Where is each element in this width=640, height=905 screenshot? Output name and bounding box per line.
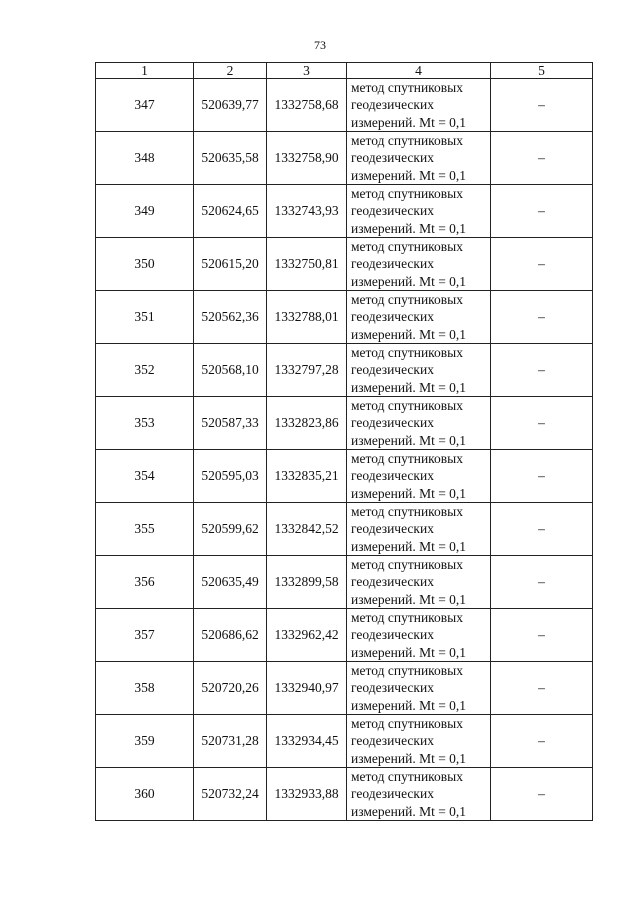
point-number-cell: 351	[96, 291, 194, 344]
point-number-cell: 358	[96, 662, 194, 715]
method-text-line: геодезических	[351, 415, 434, 431]
method-text-line: геодезических	[351, 203, 434, 219]
method-text-line: измерений. Mt = 0,1	[351, 644, 467, 660]
method-cell	[347, 79, 491, 132]
note-cell: –	[491, 344, 593, 397]
column-header-4: 4	[347, 63, 491, 79]
note-cell: –	[491, 556, 593, 609]
method-text-line: измерений. Mt = 0,1	[351, 379, 467, 395]
method-text-line: геодезических	[351, 733, 434, 749]
method-text-line: геодезических	[351, 362, 434, 378]
method-text-line: измерений. Mt = 0,1	[351, 114, 467, 130]
x-coordinate-cell: 520595,03	[194, 450, 267, 503]
method-text-line: геодезических	[351, 256, 434, 272]
note-cell: –	[491, 238, 593, 291]
method-text-line: геодезических	[351, 521, 434, 537]
method-cell	[347, 609, 491, 662]
table-row	[96, 503, 593, 556]
method-cell	[347, 344, 491, 397]
column-header-3: 3	[267, 63, 347, 79]
method-text-line: геодезических	[351, 97, 434, 113]
y-coordinate-cell: 1332758,68	[267, 79, 347, 132]
point-number-cell: 359	[96, 715, 194, 768]
x-coordinate-cell: 520568,10	[194, 344, 267, 397]
table-row	[96, 79, 593, 132]
method-text-line: геодезических	[351, 309, 434, 325]
method-cell	[347, 291, 491, 344]
table-row	[96, 132, 593, 185]
table-row	[96, 662, 593, 715]
note-cell: –	[491, 662, 593, 715]
method-text-line: измерений. Mt = 0,1	[351, 167, 467, 183]
table-row	[96, 185, 593, 238]
y-coordinate-cell: 1332743,93	[267, 185, 347, 238]
method-text-line: метод спутниковых	[351, 663, 463, 679]
note-cell: –	[491, 79, 593, 132]
note-cell: –	[491, 609, 593, 662]
note-cell: –	[491, 185, 593, 238]
point-number-cell: 355	[96, 503, 194, 556]
point-number-cell: 347	[96, 79, 194, 132]
column-header-5: 5	[491, 63, 593, 79]
x-coordinate-cell: 520635,58	[194, 132, 267, 185]
method-text-line: метод спутниковых	[351, 504, 463, 520]
method-text-line: метод спутниковых	[351, 133, 463, 149]
note-cell: –	[491, 450, 593, 503]
method-text-line: метод спутниковых	[351, 557, 463, 573]
table-row	[96, 238, 593, 291]
x-coordinate-cell: 520686,62	[194, 609, 267, 662]
table-row	[96, 291, 593, 344]
method-text-line: метод спутниковых	[351, 80, 463, 96]
table-header-row	[96, 63, 593, 79]
point-number-cell: 350	[96, 238, 194, 291]
method-text-line: измерений. Mt = 0,1	[351, 803, 467, 819]
note-cell: –	[491, 715, 593, 768]
point-number-cell: 349	[96, 185, 194, 238]
method-text-line: геодезических	[351, 150, 434, 166]
x-coordinate-cell: 520599,62	[194, 503, 267, 556]
column-header-1: 1	[96, 63, 194, 79]
method-cell	[347, 397, 491, 450]
coordinates-table	[95, 62, 593, 821]
method-text-line: измерений. Mt = 0,1	[351, 432, 467, 448]
method-cell	[347, 450, 491, 503]
y-coordinate-cell: 1332758,90	[267, 132, 347, 185]
point-number-cell: 354	[96, 450, 194, 503]
method-text-line: метод спутниковых	[351, 186, 463, 202]
method-text-line: метод спутниковых	[351, 716, 463, 732]
method-text-line: измерений. Mt = 0,1	[351, 591, 467, 607]
x-coordinate-cell: 520635,49	[194, 556, 267, 609]
method-text-line: измерений. Mt = 0,1	[351, 538, 467, 554]
x-coordinate-cell: 520732,24	[194, 768, 267, 821]
x-coordinate-cell: 520731,28	[194, 715, 267, 768]
method-text-line: метод спутниковых	[351, 769, 463, 785]
y-coordinate-cell: 1332899,58	[267, 556, 347, 609]
method-cell	[347, 503, 491, 556]
note-cell: –	[491, 291, 593, 344]
point-number-cell: 360	[96, 768, 194, 821]
point-number-cell: 353	[96, 397, 194, 450]
note-cell: –	[491, 768, 593, 821]
method-text-line: измерений. Mt = 0,1	[351, 485, 467, 501]
method-cell	[347, 662, 491, 715]
method-text-line: измерений. Mt = 0,1	[351, 697, 467, 713]
table-row	[96, 556, 593, 609]
page-number: 73	[314, 38, 326, 52]
table-body	[96, 79, 593, 821]
method-text-line: метод спутниковых	[351, 398, 463, 414]
method-text-line: метод спутниковых	[351, 239, 463, 255]
method-text-line: метод спутниковых	[351, 345, 463, 361]
y-coordinate-cell: 1332835,21	[267, 450, 347, 503]
method-text-line: геодезических	[351, 574, 434, 590]
x-coordinate-cell: 520720,26	[194, 662, 267, 715]
method-text-line: измерений. Mt = 0,1	[351, 750, 467, 766]
table-row	[96, 609, 593, 662]
y-coordinate-cell: 1332940,97	[267, 662, 347, 715]
x-coordinate-cell: 520615,20	[194, 238, 267, 291]
x-coordinate-cell: 520562,36	[194, 291, 267, 344]
y-coordinate-cell: 1332933,88	[267, 768, 347, 821]
method-text-line: метод спутниковых	[351, 610, 463, 626]
method-cell	[347, 715, 491, 768]
method-text-line: геодезических	[351, 627, 434, 643]
method-text-line: измерений. Mt = 0,1	[351, 220, 467, 236]
method-text-line: измерений. Mt = 0,1	[351, 273, 467, 289]
y-coordinate-cell: 1332934,45	[267, 715, 347, 768]
y-coordinate-cell: 1332842,52	[267, 503, 347, 556]
note-cell: –	[491, 132, 593, 185]
y-coordinate-cell: 1332788,01	[267, 291, 347, 344]
table-row	[96, 344, 593, 397]
note-cell: –	[491, 397, 593, 450]
method-text-line: геодезических	[351, 786, 434, 802]
x-coordinate-cell: 520624,65	[194, 185, 267, 238]
method-cell	[347, 132, 491, 185]
method-text-line: геодезических	[351, 468, 434, 484]
method-text-line: метод спутниковых	[351, 292, 463, 308]
method-cell	[347, 238, 491, 291]
point-number-cell: 356	[96, 556, 194, 609]
column-header-2: 2	[194, 63, 267, 79]
point-number-cell: 357	[96, 609, 194, 662]
method-text-line: геодезических	[351, 680, 434, 696]
point-number-cell: 348	[96, 132, 194, 185]
table-row	[96, 768, 593, 821]
method-cell	[347, 768, 491, 821]
method-text-line: метод спутниковых	[351, 451, 463, 467]
method-cell	[347, 185, 491, 238]
point-number-cell: 352	[96, 344, 194, 397]
method-text-line: измерений. Mt = 0,1	[351, 326, 467, 342]
table-row	[96, 450, 593, 503]
y-coordinate-cell: 1332750,81	[267, 238, 347, 291]
y-coordinate-cell: 1332962,42	[267, 609, 347, 662]
y-coordinate-cell: 1332797,28	[267, 344, 347, 397]
method-cell	[347, 556, 491, 609]
table-row	[96, 397, 593, 450]
note-cell: –	[491, 503, 593, 556]
x-coordinate-cell: 520639,77	[194, 79, 267, 132]
table-row	[96, 715, 593, 768]
x-coordinate-cell: 520587,33	[194, 397, 267, 450]
y-coordinate-cell: 1332823,86	[267, 397, 347, 450]
